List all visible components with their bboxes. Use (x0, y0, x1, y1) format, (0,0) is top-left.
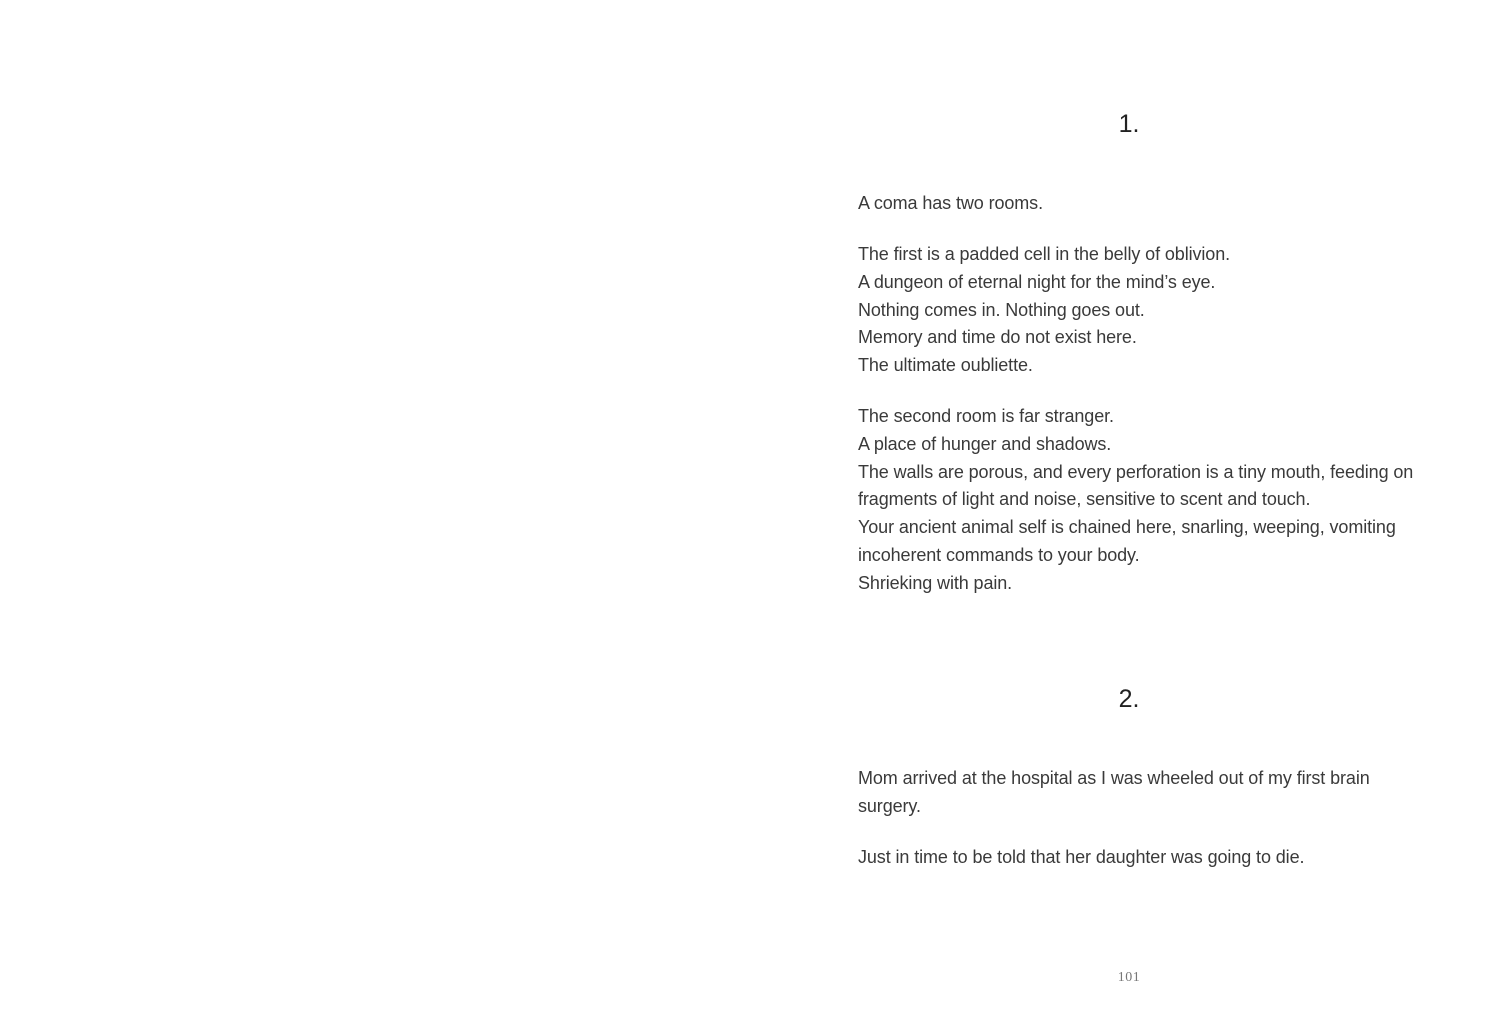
text-line: A place of hunger and shadows. (858, 433, 1112, 454)
text-line: Mom arrived at the hospital as I was wheeled out of my first brain (858, 768, 1370, 788)
text-line: incoherent commands to your body. (858, 544, 1140, 565)
text-line: fragments of light and noise, sensitive to scent and touch. (858, 489, 1311, 510)
text-line: Your ancient animal self is chained here, snarling, weeping, vomiting (858, 517, 1396, 538)
text-line: surgery. (858, 795, 921, 816)
text-line: The second room is far stranger. (858, 406, 1114, 426)
section-1-paragraph-3 (858, 403, 1414, 598)
text-line: A dungeon of eternal night for the mind’s eye. (858, 271, 1216, 292)
page-number: 101 (1117, 970, 1141, 985)
text-line: Memory and time do not exist here. (858, 327, 1137, 348)
section-number-2: 2. (1118, 685, 1140, 713)
text-line: A coma has two rooms. (858, 193, 1043, 213)
section-number-1: 1. (1118, 110, 1140, 138)
right-page (750, 0, 1500, 1031)
section-1-paragraph-2 (858, 241, 1398, 380)
text-line: The first is a padded cell in the belly of oblivion. (858, 244, 1231, 264)
text-line: Just in time to be told that her daughter was going to die. (858, 847, 1305, 867)
text-line: The walls are porous, and every perforation is a tiny mouth, feeding on (858, 461, 1414, 482)
section-2-paragraph-2 (858, 844, 1398, 872)
section-1-paragraph-1 (858, 190, 1398, 218)
section-2-paragraph-1 (858, 765, 1398, 821)
text-line: Nothing comes in. Nothing goes out. (858, 299, 1145, 320)
text-line: Shrieking with pain. (858, 572, 1013, 593)
text-line: The ultimate oubliette. (858, 355, 1033, 376)
